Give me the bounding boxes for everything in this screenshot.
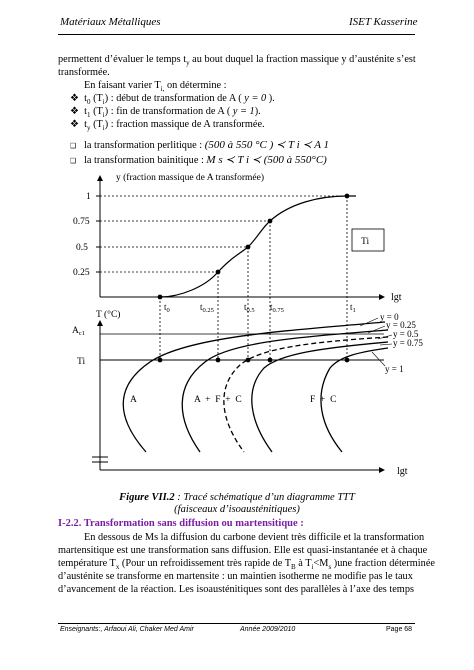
ti-box-label: Ti bbox=[361, 237, 370, 247]
lower-x-axis-label: lgt bbox=[397, 466, 408, 477]
c-curve-y05 bbox=[224, 337, 388, 452]
header-right: ISET Kasserine bbox=[349, 16, 418, 28]
transform-perlitique: ❑ la transformation perlitique : (500 à 550 °C ) ≺ T i ≺ A 1 bbox=[70, 139, 329, 151]
region-a-f-c: A + F + C bbox=[194, 395, 242, 405]
curve-points bbox=[158, 194, 350, 300]
diamond-bullet-icon: ❖ bbox=[70, 93, 79, 104]
intro-line-3: En faisant varier $T_{i,}$ on détermine : bbox=[84, 80, 227, 94]
region-a: A bbox=[130, 395, 137, 405]
footer-rule bbox=[58, 623, 415, 624]
c-curve-y025 bbox=[182, 330, 388, 452]
section-line-2: martensitique est une transformation sans diffusion. Elle est quasi-instantanée et à chaque bbox=[58, 545, 428, 556]
region-f-c: F + C bbox=[310, 395, 337, 405]
transform-bainitique: ❑ la transformation bainitique : M s ≺ T i ≺ (500 à 550°C) bbox=[70, 154, 327, 166]
lower-y-axis-label: T (°C) bbox=[96, 310, 121, 320]
bullet-t0: ❖ $t_0$ $(T_i)$ : début de transformation de A ( y = 0 ). bbox=[70, 93, 275, 107]
x-tick-t075: $t_{0.75}$ bbox=[270, 302, 284, 314]
header-left: Matériaux Métalliques bbox=[60, 16, 161, 28]
footer-center: Année 2009/2010 bbox=[240, 626, 296, 633]
diamond-bullet-icon: ❖ bbox=[70, 119, 79, 130]
square-bullet-icon: ❑ bbox=[70, 157, 77, 165]
diamond-bullet-icon: ❖ bbox=[70, 106, 79, 117]
label-y1: y = 1 bbox=[385, 364, 404, 374]
label-y0: y = 0 bbox=[380, 312, 399, 322]
intro-line-2: transformée. bbox=[58, 67, 110, 78]
bullet-t1: ❖ $t_1$ $(T_i)$ : fin de transformation de A ( y = 1). bbox=[70, 106, 261, 120]
section-line-4: d’austénite se transforme en martensite : un maintien isotherme ne modifie pas le taux bbox=[58, 571, 413, 582]
square-bullet-icon: ❑ bbox=[70, 142, 77, 150]
y-tick-1: 1 bbox=[86, 192, 91, 202]
tick-ti: Ti bbox=[77, 357, 86, 367]
section-line-5: d’avancement de la réaction. Les isoausténitiques sont des parallèles à l’axe des temps bbox=[58, 584, 414, 595]
bullet-ty: ❖ $t_y$ $(T_i)$ : fraction massique de A transformée. bbox=[70, 119, 265, 133]
transformation-curve bbox=[160, 196, 356, 297]
figure-caption-line-2: (faisceaux d’isoausténitiques) bbox=[174, 504, 300, 515]
upper-x-axis-label: lgt bbox=[391, 292, 402, 303]
tick-ac1: $A_{c1}$ bbox=[72, 326, 86, 337]
label-y075: y = 0.75 bbox=[393, 338, 423, 348]
section-title: I-2.2. Transformation sans diffusion ou martensitique : bbox=[58, 518, 304, 529]
figure-caption: Figure VII.2 : Tracé schématique d’un diagramme TTT bbox=[119, 492, 355, 503]
section-line-3: température $T_x$ (Pour un refroidissement très rapide de $T_B$ à $T_i<M_s$ )une fraction déterminée bbox=[58, 558, 435, 572]
x-tick-t025: $t_{0.25}$ bbox=[200, 302, 214, 314]
upper-y-ticks bbox=[73, 192, 100, 278]
intro-line-1: permettent d’évaluer le temps $t_y$ au bout duquel la fraction massique y d’austénite s’est bbox=[58, 54, 416, 68]
c-curve-y0 bbox=[123, 322, 385, 452]
label-y025: y = 0.25 bbox=[386, 320, 416, 330]
section-line-1: En dessous de Ms la diffusion du carbone devient très difficile et la transformation bbox=[84, 532, 425, 543]
label-y05: y = 0.5 bbox=[393, 329, 419, 339]
footer-left: Enseignants:, Arfaoui Ali, Chaker Med Amir bbox=[60, 626, 194, 633]
y-tick-05: 0.5 bbox=[76, 243, 88, 253]
x-tick-t05: $t_{0.5}$ bbox=[244, 302, 255, 314]
upper-guide-lines bbox=[100, 196, 347, 272]
footer-page: Page 68 bbox=[386, 626, 413, 633]
upper-y-axis-label: y (fraction massique de A transformée) bbox=[116, 173, 264, 183]
y-tick-075: 0.75 bbox=[73, 217, 90, 227]
y-tick-025: 0.25 bbox=[73, 268, 90, 278]
x-tick-t1: $t_1$ bbox=[350, 302, 356, 314]
x-tick-t0: $t_0$ bbox=[164, 302, 170, 314]
